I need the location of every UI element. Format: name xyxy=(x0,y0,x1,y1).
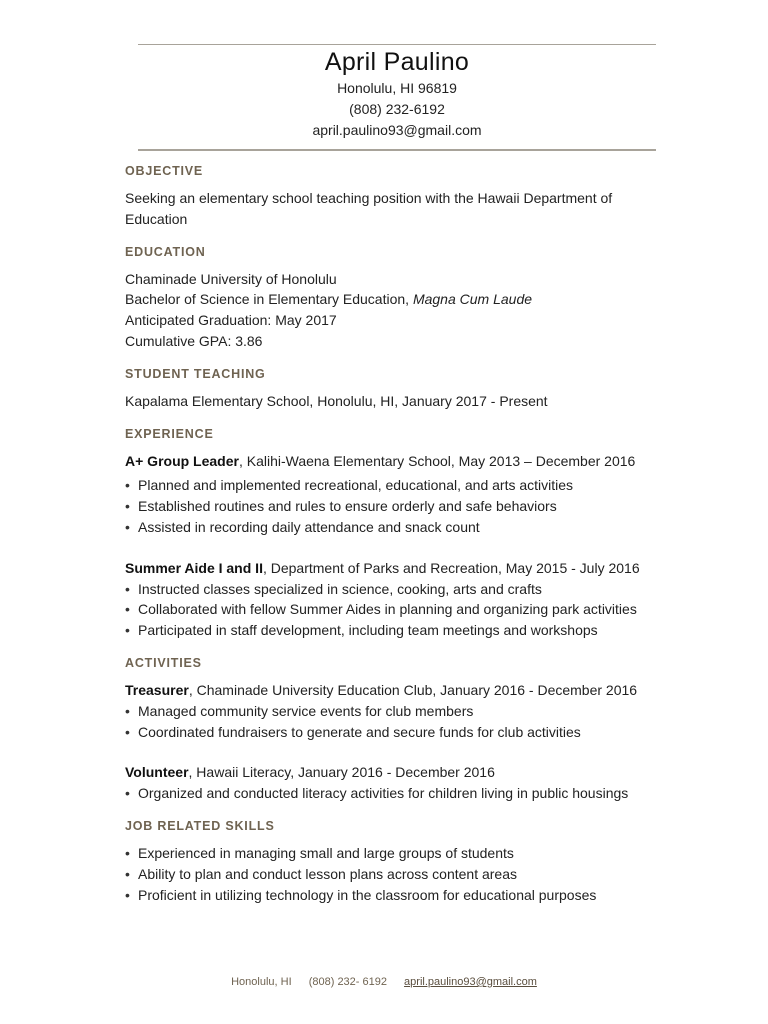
list-item: • Established routines and rules to ensure orderly and safe behaviors xyxy=(125,496,715,517)
objective-line-1: Seeking an elementary school teaching position with the Hawaii Department of xyxy=(125,190,613,206)
job-detail: , Kalihi-Waena Elementary School, May 2013 – December 2016 xyxy=(238,452,636,469)
list-item: • Ability to plan and conduct lesson plans across content areas xyxy=(125,864,715,885)
header-divider xyxy=(138,149,656,151)
skills-heading: JOB RELATED SKILLS xyxy=(125,818,275,833)
footer-city: Honolulu, HI xyxy=(231,976,292,988)
list-item: • Proficient in utilizing technology in the classroom for educational purposes xyxy=(125,885,715,906)
footer-phone: (808) 232- 6192 xyxy=(308,976,387,988)
experience-heading: EXPERIENCE xyxy=(125,426,214,441)
degree-text: Bachelor of Science in Elementary Education, xyxy=(125,291,413,308)
education-gpa: Cumulative GPA: 3.86 xyxy=(125,332,263,349)
list-item: • Assisted in recording daily attendance and snack count xyxy=(125,517,715,538)
resume-header xyxy=(138,46,656,141)
objective-heading: OBJECTIVE xyxy=(125,164,204,178)
activities-heading: ACTIVITIES xyxy=(125,655,202,670)
activity-title-line xyxy=(125,762,715,783)
header-email: april.paulino93@gmail.com xyxy=(312,122,482,138)
list-item: • Experienced in managing small and large groups of students xyxy=(125,843,715,864)
job-role: A+ Group Leader xyxy=(125,452,239,469)
activity-title-line xyxy=(125,680,715,701)
list-item: • Instructed classes specialized in science, cooking, arts and crafts xyxy=(125,579,715,600)
objective-line-2: Education xyxy=(125,210,188,227)
activity-detail: , Chaminade University Education Club, January 2016 - December 2016 xyxy=(188,681,638,698)
header-city: Honolulu, HI 96819 xyxy=(337,80,457,96)
education-degree xyxy=(125,289,715,310)
education-heading: EDUCATION xyxy=(125,244,206,259)
list-item: • Planned and implemented recreational, educational, and arts activities xyxy=(125,475,715,496)
degree-honors: Magna Cum Laude xyxy=(412,291,533,308)
student-teaching-heading: STUDENT TEACHING xyxy=(125,366,266,381)
list-item: • Collaborated with fellow Summer Aides in planning and organizing park activities xyxy=(125,599,715,620)
footer-email-link[interactable]: april.paulino93@gmail.com xyxy=(404,976,537,988)
job-title-line xyxy=(125,451,715,472)
list-item: • Managed community service events for club members xyxy=(125,701,715,722)
list-item: • Organized and conducted literacy activities for children living in public housings xyxy=(125,783,715,804)
header-phone: (808) 232-6192 xyxy=(349,101,445,117)
job-role: Summer Aide I and II xyxy=(125,559,263,576)
activity-role: Volunteer xyxy=(125,764,189,781)
applicant-name: April Paulino xyxy=(324,48,470,76)
job-title-line xyxy=(125,558,715,579)
page-footer xyxy=(0,975,768,989)
top-divider xyxy=(138,44,656,45)
education-school: Chaminade University of Honolulu xyxy=(125,270,337,287)
job-detail: , Department of Parks and Recreation, May 2015 - July 2016 xyxy=(262,559,640,576)
resume-body xyxy=(125,160,715,905)
list-item: • Participated in staff development, including team meetings and workshops xyxy=(125,620,715,641)
list-item: • Coordinated fundraisers to generate and secure funds for club activities xyxy=(125,722,715,743)
activity-role: Treasurer xyxy=(125,681,189,698)
student-teaching-line: Kapalama Elementary School, Honolulu, HI, January 2017 - Present xyxy=(125,392,548,409)
education-graduation: Anticipated Graduation: May 2017 xyxy=(125,312,337,329)
activity-detail: , Hawaii Literacy, January 2016 - December 2016 xyxy=(188,764,495,781)
